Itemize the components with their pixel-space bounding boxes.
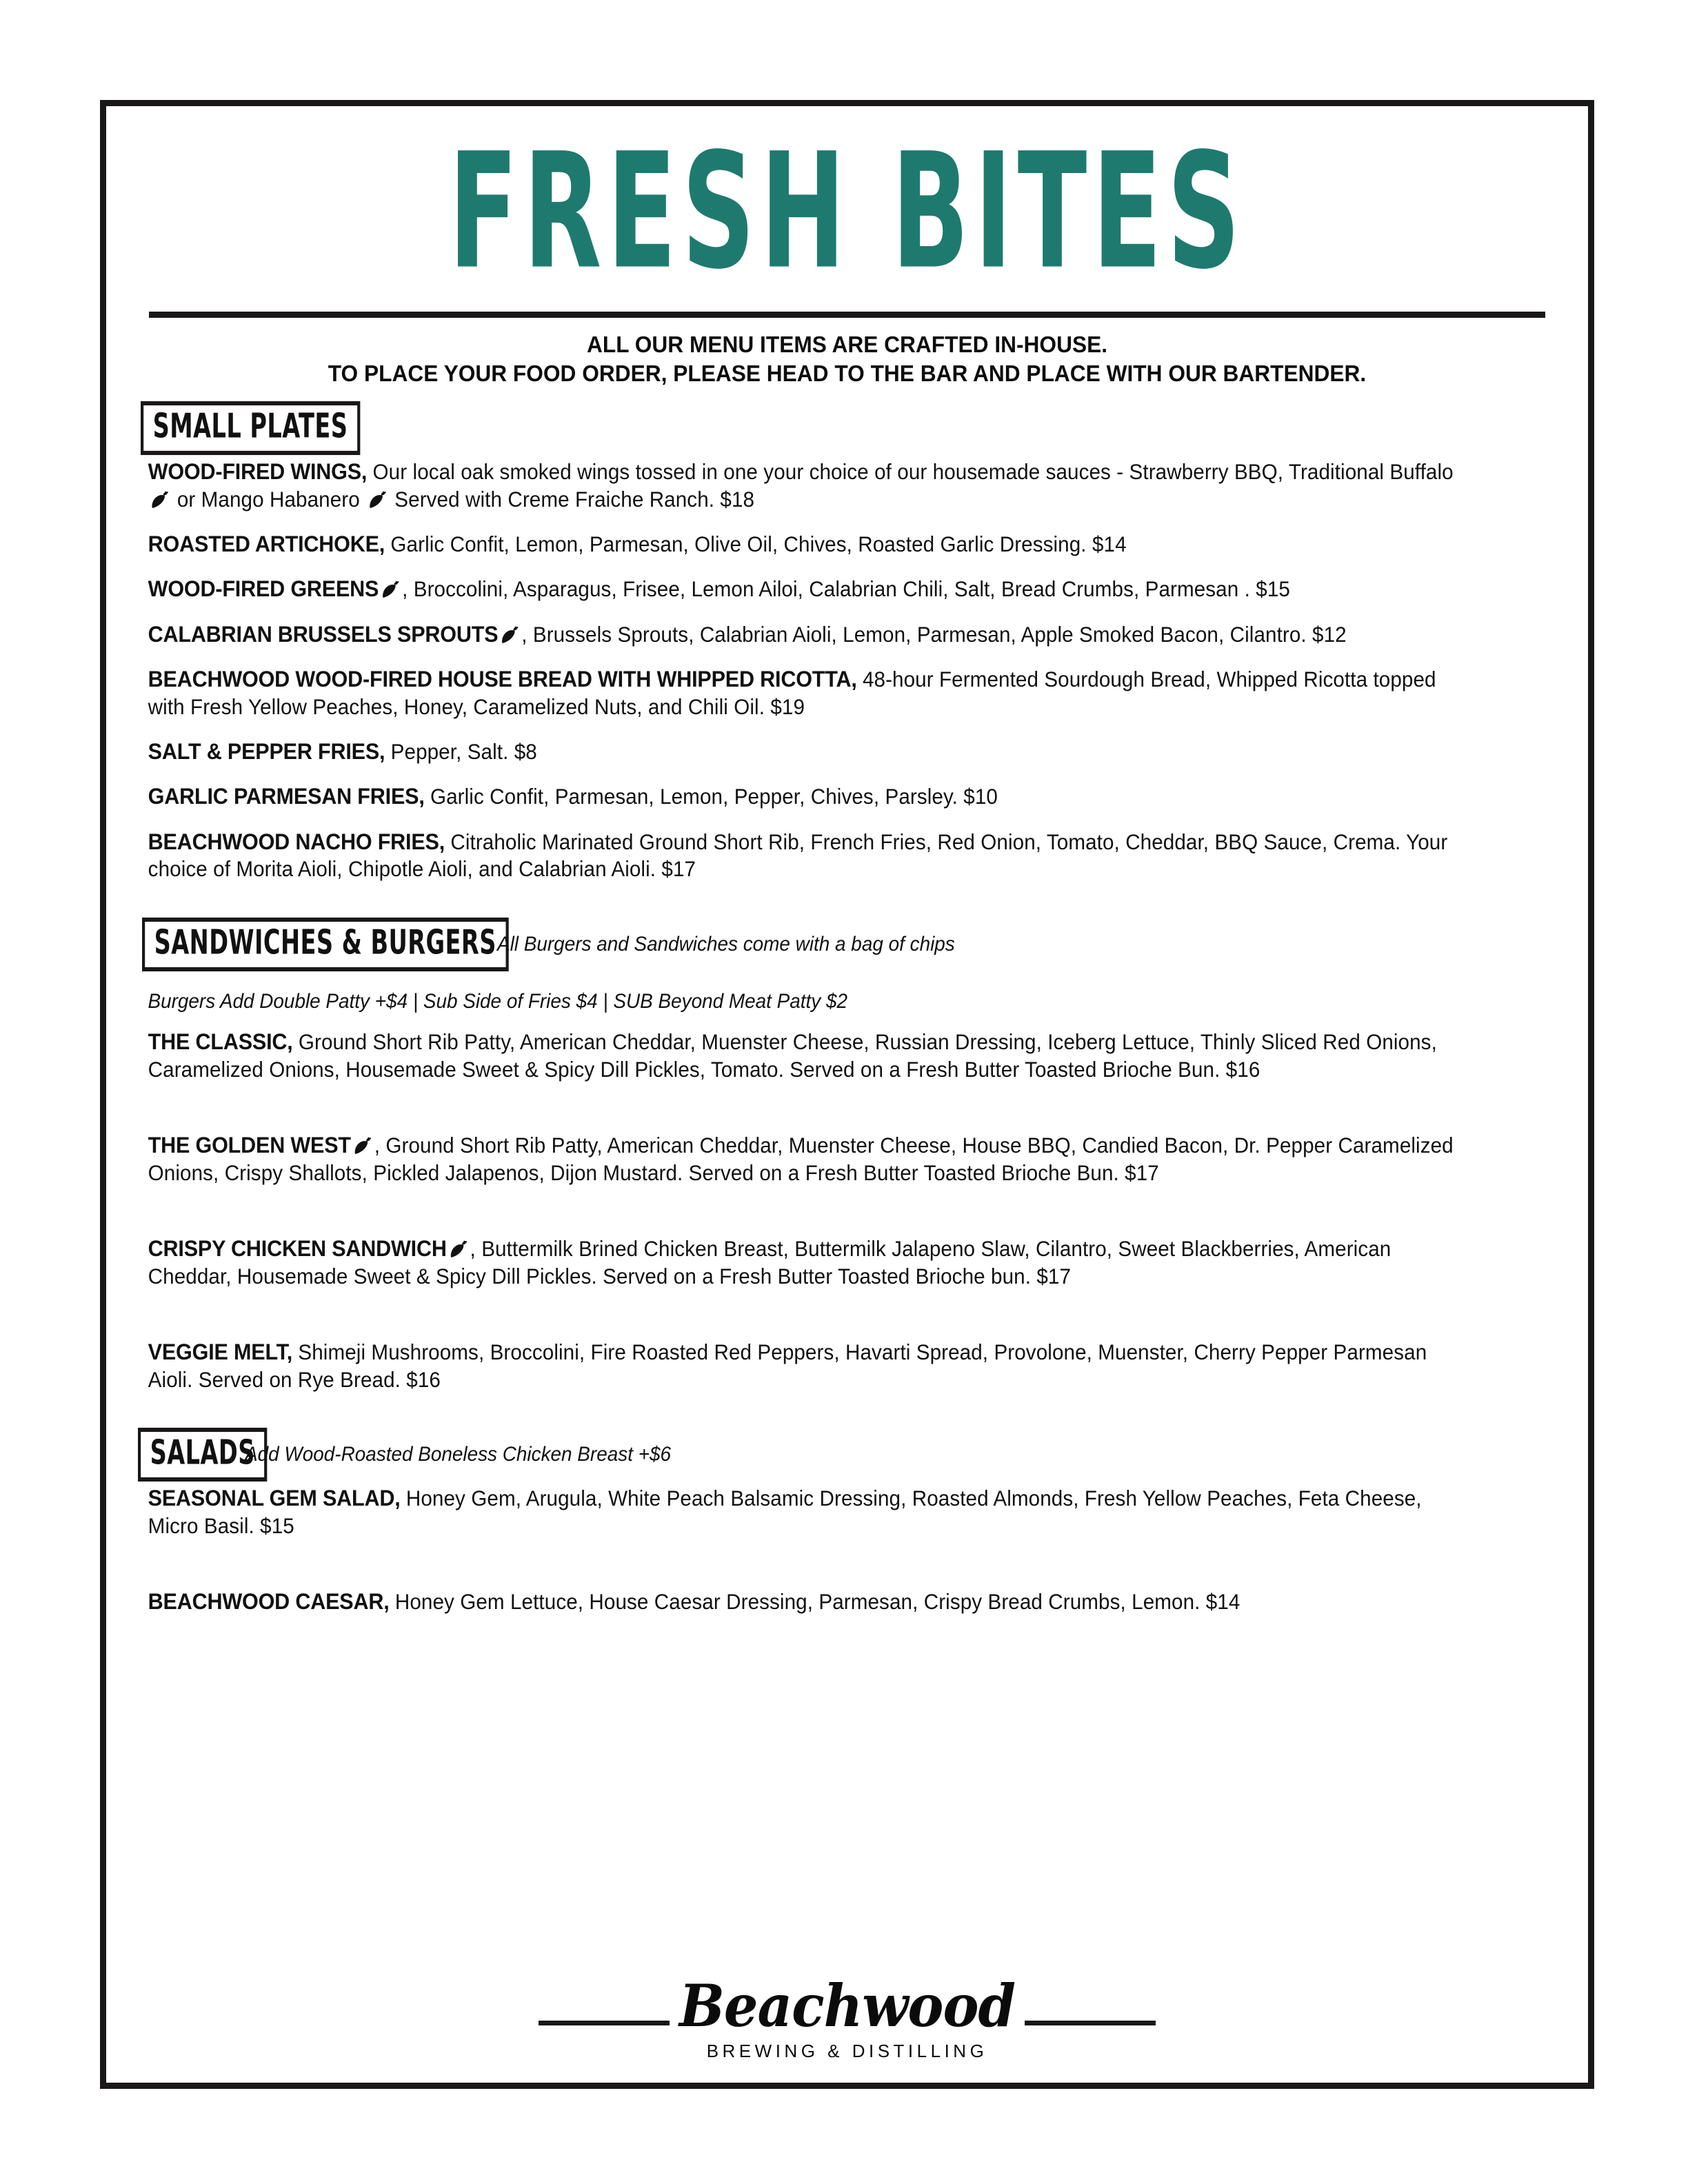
chili-pepper-icon (368, 490, 388, 509)
menu-item (134, 621, 1475, 649)
item-desc: , Buttermilk Brined Chicken Breast, Buttermilk Jalapeno Slaw, Cilantro, Sweet Blackberries, American Cheddar, Housemade Sweet & Spicy Dill Pickles. Served on a Fresh Butter Toasted Brioche bun. $17 (148, 1235, 1391, 1288)
item-name: ROASTED ARTICHOKE, (148, 531, 385, 556)
item-desc: , Broccolini, Asparagus, Frisee, Lemon Ailoi, Calabrian Chili, Salt, Bread Crumbs, Parmesan . $15 (402, 576, 1290, 602)
section-subnote-burgers: Burgers Add Double Patty +$4 | Sub Side of Fries $4 | SUB Beyond Meat Patty $2 (148, 989, 848, 1013)
item-name: THE CLASSIC, (148, 1029, 293, 1054)
menu-item (134, 666, 1475, 720)
page-title: FRESH BITES (448, 119, 1246, 305)
chili-pepper-icon (150, 490, 170, 509)
item-desc-3: Served with Creme Fraiche Ranch. $18 (388, 487, 755, 512)
menu-item (134, 829, 1475, 882)
item-desc: Pepper, Salt. $8 (385, 738, 537, 764)
chili-pepper-icon (449, 1240, 468, 1259)
chili-pepper-icon (501, 625, 520, 645)
brand-tagline: BREWING & DISTILLING (706, 2041, 988, 2061)
intro-line-2: TO PLACE YOUR FOOD ORDER, PLEASE HEAD TO THE BAR AND PLACE WITH OUR BARTENDER. (328, 361, 1367, 387)
menu-item (134, 1132, 1475, 1186)
section-title-small-plates: SMALL PLATES (141, 401, 360, 455)
chili-pepper-icon (381, 580, 401, 599)
intro-line-1: ALL OUR MENU ITEMS ARE CRAFTED IN-HOUSE. (586, 332, 1108, 357)
item-desc: Shimeji Mushrooms, Broccolini, Fire Roasted Red Peppers, Havarti Spread, Provolone, Muenster, Cherry Pepper Parmesan Aioli. Served on Rye Bread. $16 (148, 1339, 1427, 1392)
menu-item (134, 531, 1475, 558)
menu-item (134, 1029, 1475, 1082)
section-items-small-plates (134, 458, 1560, 882)
section-title-salads: SALADS (138, 1428, 268, 1482)
chili-pepper-icon (354, 1136, 373, 1155)
item-name: VEGGIE MELT, (148, 1339, 293, 1365)
footer-logo (106, 1972, 1588, 2065)
item-name: BEACHWOOD CAESAR, (148, 1589, 390, 1615)
item-name: BEACHWOOD NACHO FRIES, (148, 829, 445, 854)
brand-logo (679, 1972, 1016, 2065)
item-desc: Ground Short Rib Patty, American Cheddar, Muenster Cheese, Russian Dressing, Iceberg Lettuce, Thinly Sliced Red Onions, Caramelized Onions, Housemade Sweet & Spicy Dill Pickles, Tomato. Served on a Fresh Butter Toasted Brioche Bun. $16 (148, 1029, 1437, 1082)
section-header-sandwiches-burgers (134, 922, 1560, 967)
intro-text (162, 330, 1531, 388)
item-desc: Honey Gem Lettuce, House Caesar Dressing, Parmesan, Crispy Bread Crumbs, Lemon. $14 (389, 1589, 1240, 1615)
menu-item (134, 738, 1475, 766)
section-title-sandwiches-burgers: SANDWICHES & BURGERS (142, 918, 508, 971)
menu-item (134, 1485, 1475, 1539)
section-items-salads (134, 1485, 1560, 1616)
section-header-small-plates (134, 406, 1560, 450)
section-note-salads: Add Wood-Roasted Boneless Chicken Breast +$6 (245, 1443, 672, 1466)
section-note-sandwiches-burgers: All Burgers and Sandwiches come with a bag of chips (496, 932, 955, 956)
menu-item (134, 1339, 1475, 1393)
item-name: SEASONAL GEM SALAD, (148, 1486, 401, 1511)
menu-item (134, 1588, 1475, 1616)
item-name: BEACHWOOD WOOD-FIRED HOUSE BREAD WITH WHIPPED RICOTTA, (148, 667, 857, 692)
footer-rule-left (539, 2021, 670, 2025)
item-name: THE GOLDEN WEST (148, 1132, 351, 1157)
title-divider (149, 312, 1545, 318)
section-header-salads (134, 1433, 1560, 1477)
item-name: CRISPY CHICKEN SANDWICH (148, 1235, 447, 1261)
brand-name: Beachwood (679, 1972, 1016, 2041)
item-name: GARLIC PARMESAN FRIES, (148, 784, 425, 809)
menu-item (134, 576, 1475, 603)
menu-item (134, 783, 1475, 811)
menu-page (100, 100, 1594, 2089)
item-name: WOOD-FIRED WINGS, (148, 459, 368, 485)
item-name: CALABRIAN BRUSSELS SPROUTS (148, 621, 499, 647)
item-desc: Garlic Confit, Parmesan, Lemon, Pepper, Chives, Parsley. $10 (424, 784, 998, 809)
menu-item (134, 1235, 1475, 1289)
section-items-sandwiches-burgers (134, 1029, 1560, 1393)
item-desc: Garlic Confit, Lemon, Parmesan, Olive Oil, Chives, Roasted Garlic Dressing. $14 (385, 531, 1127, 556)
item-desc: Citraholic Marinated Ground Short Rib, French Fries, Red Onion, Tomato, Cheddar, BBQ Sauce, Crema. Your choice of Morita Aioli, Chipotle Aioli, and Calabrian Aioli. $17 (148, 829, 1448, 882)
item-desc: , Brussels Sprouts, Calabrian Aioli, Lemon, Parmesan, Apple Smoked Bacon, Cilantro. $12 (521, 621, 1347, 647)
menu-content (106, 106, 1588, 2083)
footer-rule-right (1025, 2021, 1156, 2025)
item-desc: Our local oak smoked wings tossed in one your choice of our housemade sauces - Strawberry BBQ, Traditional Buffalo (367, 459, 1454, 485)
item-desc: Honey Gem, Arugula, White Peach Balsamic Dressing, Roasted Almonds, Fresh Yellow Peaches, Feta Cheese, Micro Basil. $15 (148, 1486, 1422, 1538)
item-desc-2: or Mango Habanero (171, 487, 366, 512)
menu-item (134, 458, 1475, 512)
item-name: WOOD-FIRED GREENS (148, 576, 379, 602)
item-desc: 48-hour Fermented Sourdough Bread, Whipped Ricotta topped with Fresh Yellow Peaches, Honey, Caramelized Nuts, and Chili Oil. $19 (148, 667, 1436, 720)
item-desc: , Ground Short Rib Patty, American Cheddar, Muenster Cheese, House BBQ, Candied Bacon, Dr. Pepper Caramelized Onions, Crispy Shallots, Pickled Jalapenos, Dijon Mustard. Served on a Fresh Butter Toasted Brioche Bun. $17 (148, 1132, 1454, 1185)
item-name: SALT & PEPPER FRIES, (148, 738, 385, 764)
